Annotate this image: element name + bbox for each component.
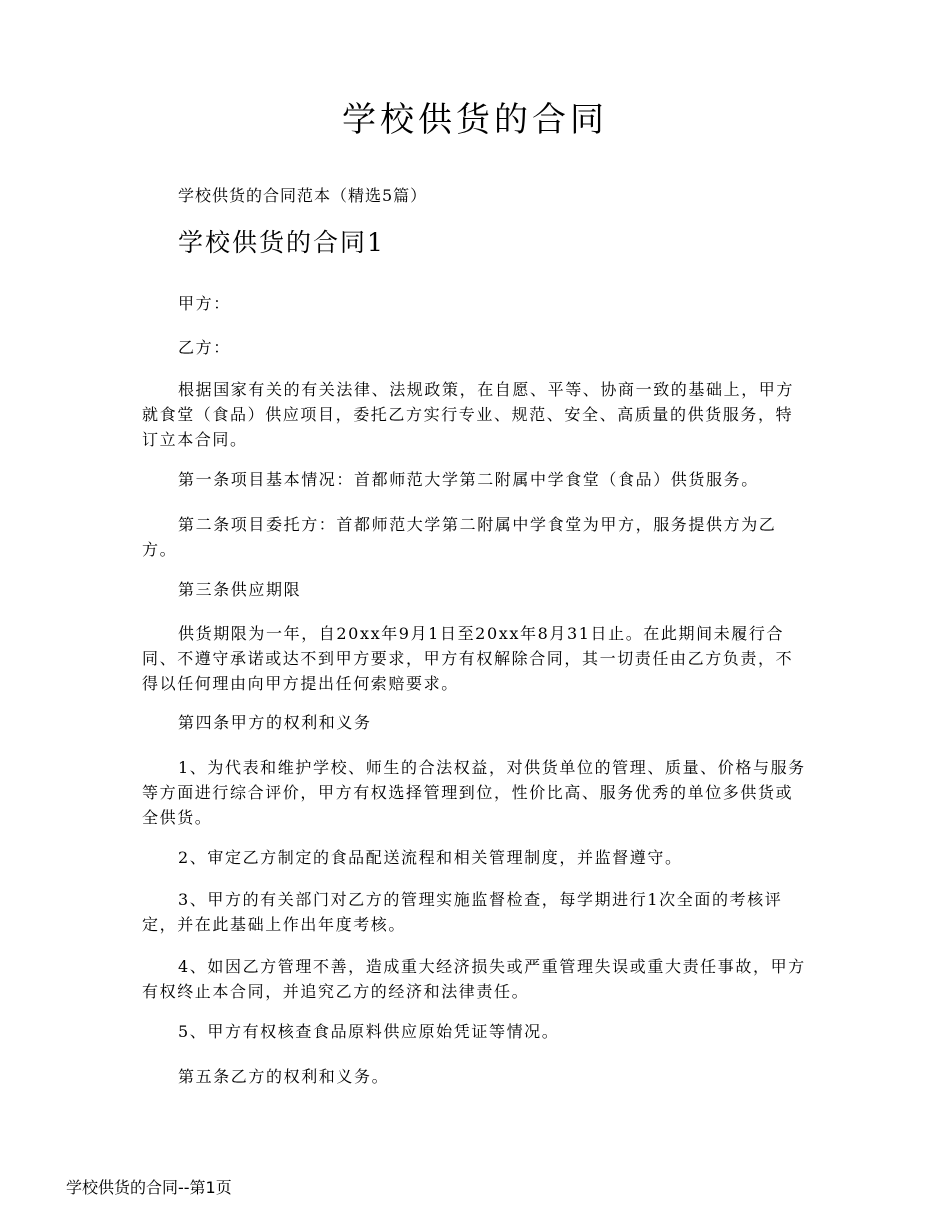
paragraph-item-5: 5、甲方有权核查食品原料供应原始凭证等情况。: [178, 1022, 560, 1041]
document-title: 学校供货的合同: [342, 100, 608, 140]
page-footer: 学校供货的合同--第1页: [66, 1178, 232, 1197]
paragraph-article-1: 第一条项目基本情况：首都师范大学第二附属中学食堂（食品）供货服务。: [178, 470, 759, 489]
paragraph-preamble: 根据国家有关的有关法律、法规政策，在自愿、平等、协商一致的基础上，甲方就食堂（食品）供应项目，委托乙方实行专业、规范、安全、高质量的供货服务，特订立本合同。: [142, 380, 795, 449]
paragraph-item-4: 4、如因乙方管理不善，造成重大经济损失或严重管理失误或重大责任事故，甲方有权终止本合同，并追究乙方的经济和法律责任。: [142, 957, 806, 1001]
paragraph-party-b: 乙方：: [178, 338, 231, 357]
paragraph-article-5-heading: 第五条乙方的权利和义务。: [178, 1067, 390, 1086]
paragraph-party-a: 甲方：: [178, 294, 231, 313]
paragraph-item-3: 3、甲方的有关部门对乙方的管理实施监督检查，每学期进行1次全面的考核评定，并在此基础上作出年度考核。: [142, 890, 783, 934]
paragraph-article-2: 第二条项目委托方：首都师范大学第二附属中学食堂为甲方，服务提供方为乙方。: [142, 515, 777, 559]
section-heading: 学校供货的合同1: [178, 228, 385, 257]
document-subtitle: 学校供货的合同范本（精选5篇）: [178, 186, 428, 205]
paragraph-article-4-heading: 第四条甲方的权利和义务: [178, 713, 372, 732]
paragraph-article-3-heading: 第三条供应期限: [178, 580, 302, 599]
paragraph-supply-period: 供货期限为一年，自20xx年9月1日至20xx年8月31日止。在此期间未履行合同、不遵守承诺或达不到甲方要求，甲方有权解除合同，其一切责任由乙方负责，不得以任何理由向甲方提出任何索赔要求。: [142, 624, 794, 693]
paragraph-item-1: 1、为代表和维护学校、师生的合法权益，对供货单位的管理、质量、价格与服务等方面进行综合评价，甲方有权选择管理到位，性价比高、服务优秀的单位多供货或全供货。: [142, 758, 806, 827]
paragraph-item-2: 2、审定乙方制定的食品配送流程和相关管理制度，并监督遵守。: [178, 848, 683, 867]
